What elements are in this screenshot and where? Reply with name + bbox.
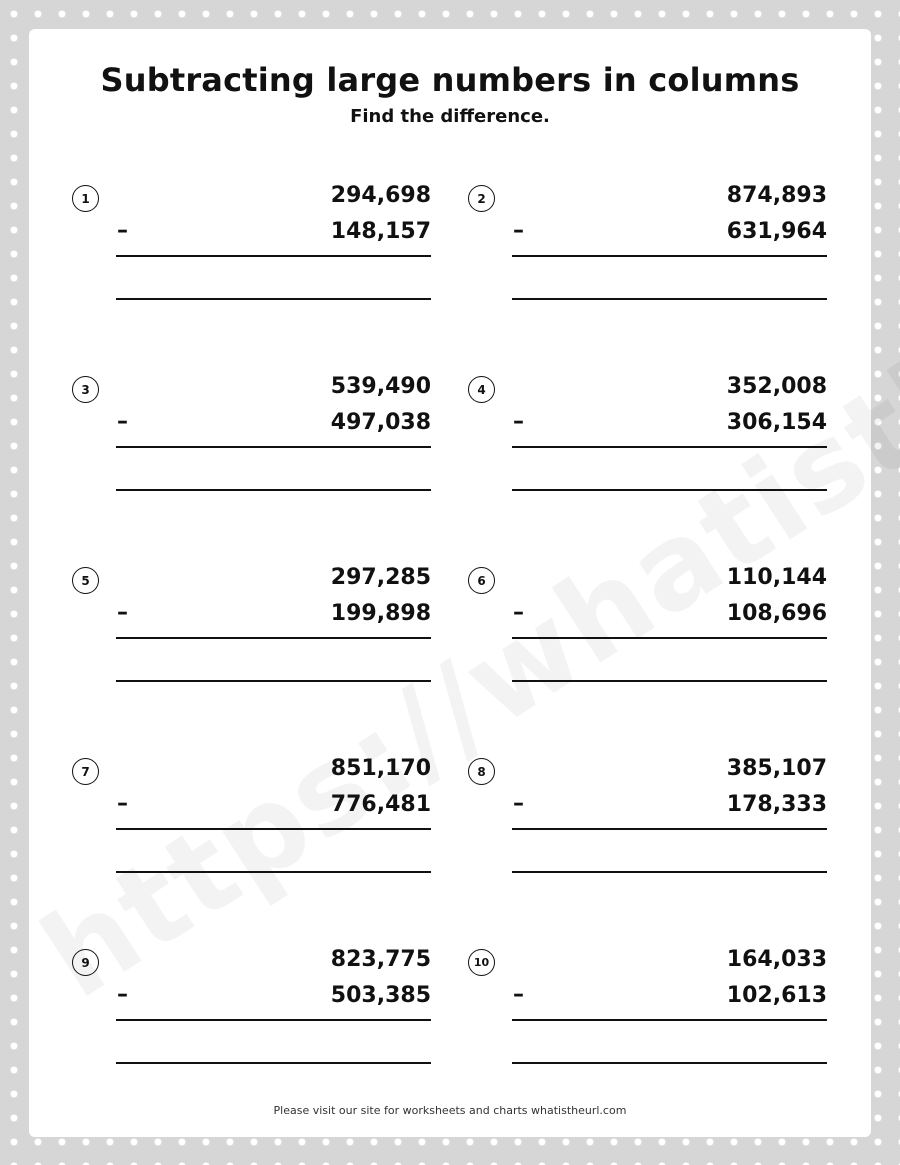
problem-number: 8: [468, 758, 495, 785]
minuend: 297,285: [330, 565, 431, 590]
minus-sign: –: [513, 791, 524, 816]
minus-sign: –: [117, 600, 128, 625]
page-subtitle: Find the difference.: [350, 106, 550, 127]
answer-line[interactable]: [116, 489, 431, 491]
answer-line[interactable]: [512, 1062, 827, 1064]
minus-sign: –: [117, 791, 128, 816]
problem-number: 2: [468, 185, 495, 212]
minuend: 385,107: [726, 756, 827, 781]
minuend: 823,775: [330, 947, 431, 972]
subtrahend: 178,333: [726, 792, 827, 817]
subtrahend: 148,157: [330, 219, 431, 244]
sum-rule: [512, 446, 827, 448]
subtrahend: 102,613: [726, 983, 827, 1008]
problem-number: 4: [468, 376, 495, 403]
subtrahend: 306,154: [726, 410, 827, 435]
answer-line[interactable]: [116, 298, 431, 300]
minus-sign: –: [117, 218, 128, 243]
worksheet-page: [29, 29, 871, 1137]
minuend: 352,008: [726, 374, 827, 399]
minus-sign: –: [513, 409, 524, 434]
minus-sign: –: [513, 218, 524, 243]
answer-line[interactable]: [116, 871, 431, 873]
subtrahend: 503,385: [330, 983, 431, 1008]
minus-sign: –: [513, 600, 524, 625]
problem-number: 3: [72, 376, 99, 403]
problem-number: 5: [72, 567, 99, 594]
answer-line[interactable]: [512, 298, 827, 300]
minuend: 539,490: [330, 374, 431, 399]
subtrahend: 631,964: [726, 219, 827, 244]
minuend: 164,033: [726, 947, 827, 972]
subtrahend: 497,038: [330, 410, 431, 435]
minuend: 851,170: [330, 756, 431, 781]
subtrahend: 199,898: [330, 601, 431, 626]
footer-note: Please visit our site for worksheets and charts whatistheurl.com: [273, 1104, 627, 1117]
sum-rule: [512, 637, 827, 639]
minuend: 294,698: [330, 183, 431, 208]
minus-sign: –: [117, 409, 128, 434]
minus-sign: –: [117, 982, 128, 1007]
subtrahend: 108,696: [726, 601, 827, 626]
minus-sign: –: [513, 982, 524, 1007]
sum-rule: [116, 1019, 431, 1021]
sum-rule: [512, 828, 827, 830]
sum-rule: [116, 446, 431, 448]
problem-number: 1: [72, 185, 99, 212]
answer-line[interactable]: [512, 871, 827, 873]
page-title: Subtracting large numbers in columns: [100, 61, 800, 99]
answer-line[interactable]: [512, 680, 827, 682]
sum-rule: [116, 828, 431, 830]
problem-number: 9: [72, 949, 99, 976]
answer-line[interactable]: [116, 680, 431, 682]
minuend: 874,893: [726, 183, 827, 208]
sum-rule: [116, 637, 431, 639]
problem-number: 7: [72, 758, 99, 785]
problem-number: 10: [468, 949, 495, 976]
minuend: 110,144: [726, 565, 827, 590]
sum-rule: [512, 1019, 827, 1021]
subtrahend: 776,481: [330, 792, 431, 817]
sum-rule: [512, 255, 827, 257]
problem-number: 6: [468, 567, 495, 594]
sum-rule: [116, 255, 431, 257]
answer-line[interactable]: [116, 1062, 431, 1064]
answer-line[interactable]: [512, 489, 827, 491]
